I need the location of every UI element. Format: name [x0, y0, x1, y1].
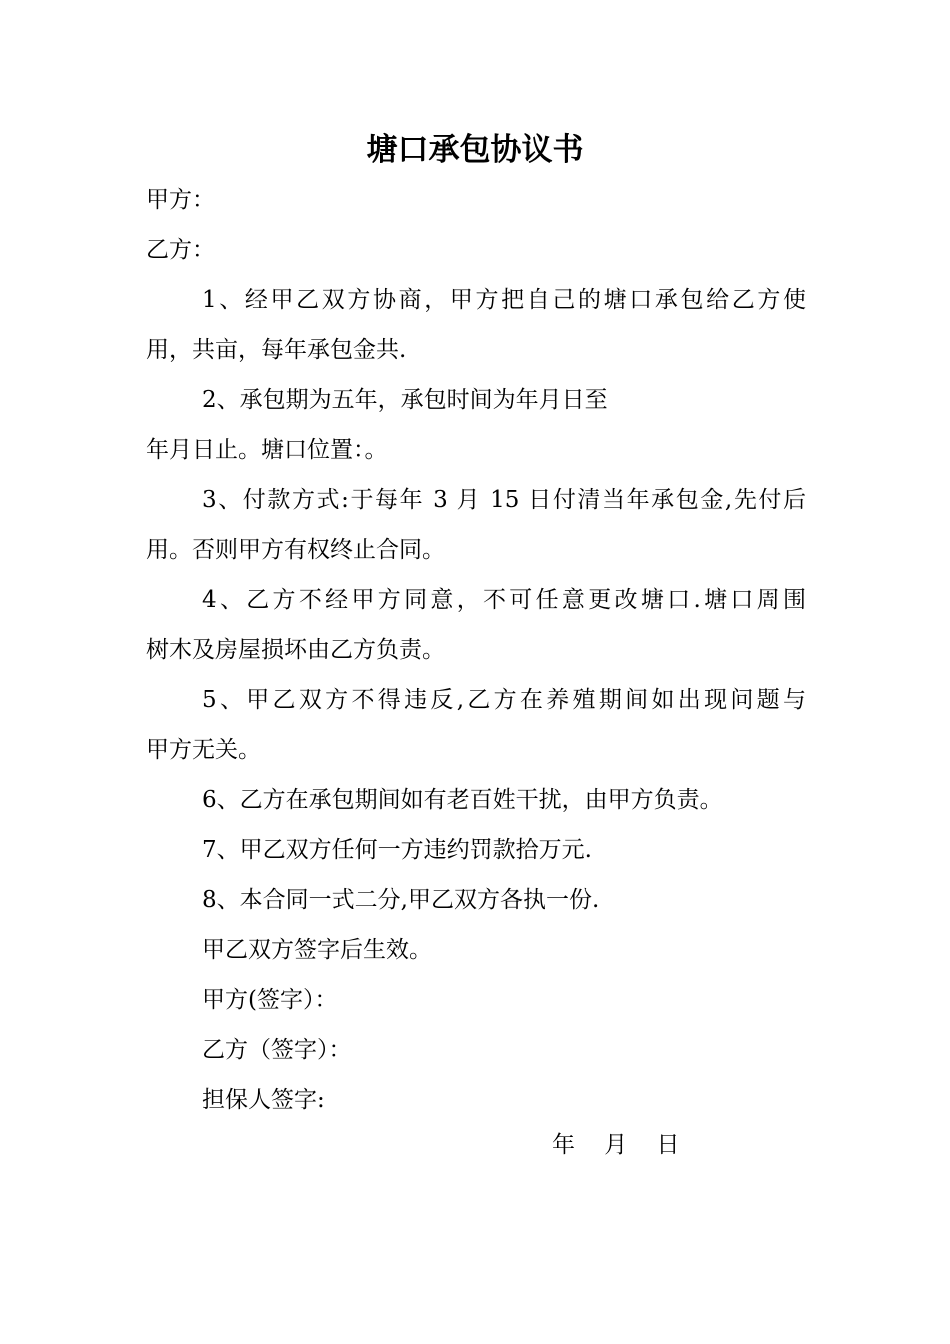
clause-4-line-1: 4、乙方不经甲方同意，不可任意更改塘口.塘口周围 — [202, 587, 806, 613]
document-body — [146, 175, 806, 1125]
clause-2-line-1: 2、承包期为五年，承包时间为年月日至 — [202, 387, 608, 413]
clause-4-line-2: 树木及房屋损坏由乙方负责。 — [146, 637, 445, 663]
clause-3-line-2: 用。否则甲方有权终止合同。 — [146, 537, 445, 563]
clause-5-line-2: 甲方无关。 — [146, 737, 261, 763]
party-b-line: 乙方： — [146, 237, 215, 263]
party-a-signature-line: 甲方(签字）： — [202, 987, 338, 1013]
guarantor-signature-line: 担保人签字: — [202, 1087, 325, 1113]
date-line: 年 月 日 — [552, 1132, 680, 1158]
party-b-signature-line: 乙方（签字）： — [202, 1037, 352, 1063]
clause-5-line-1: 5、甲乙双方不得违反,乙方在养殖期间如出现问题与 — [202, 687, 806, 713]
clause-7: 7、甲乙双方任何一方违约罚款拾万元. — [202, 837, 592, 863]
effective-clause: 甲乙双方签字后生效。 — [202, 937, 432, 963]
party-a-line: 甲方： — [146, 187, 215, 213]
document-title: 塘口承包协议书 — [366, 132, 584, 168]
clause-1-line-2: 用，共亩，每年承包金共. — [146, 337, 407, 363]
clause-2-line-2: 年月日止。塘口位置：。 — [146, 437, 388, 463]
clause-1-line-1: 1、经甲乙双方协商，甲方把自己的塘口承包给乙方使 — [202, 287, 806, 313]
clause-8: 8、本合同一式二分,甲乙双方各执一份. — [202, 887, 600, 913]
clause-6: 6、乙方在承包期间如有老百姓干扰，由甲方负责。 — [202, 787, 723, 813]
clause-3-line-1: 3、付款方式:于每年 3 月 15 日付清当年承包金,先付后 — [202, 487, 806, 513]
